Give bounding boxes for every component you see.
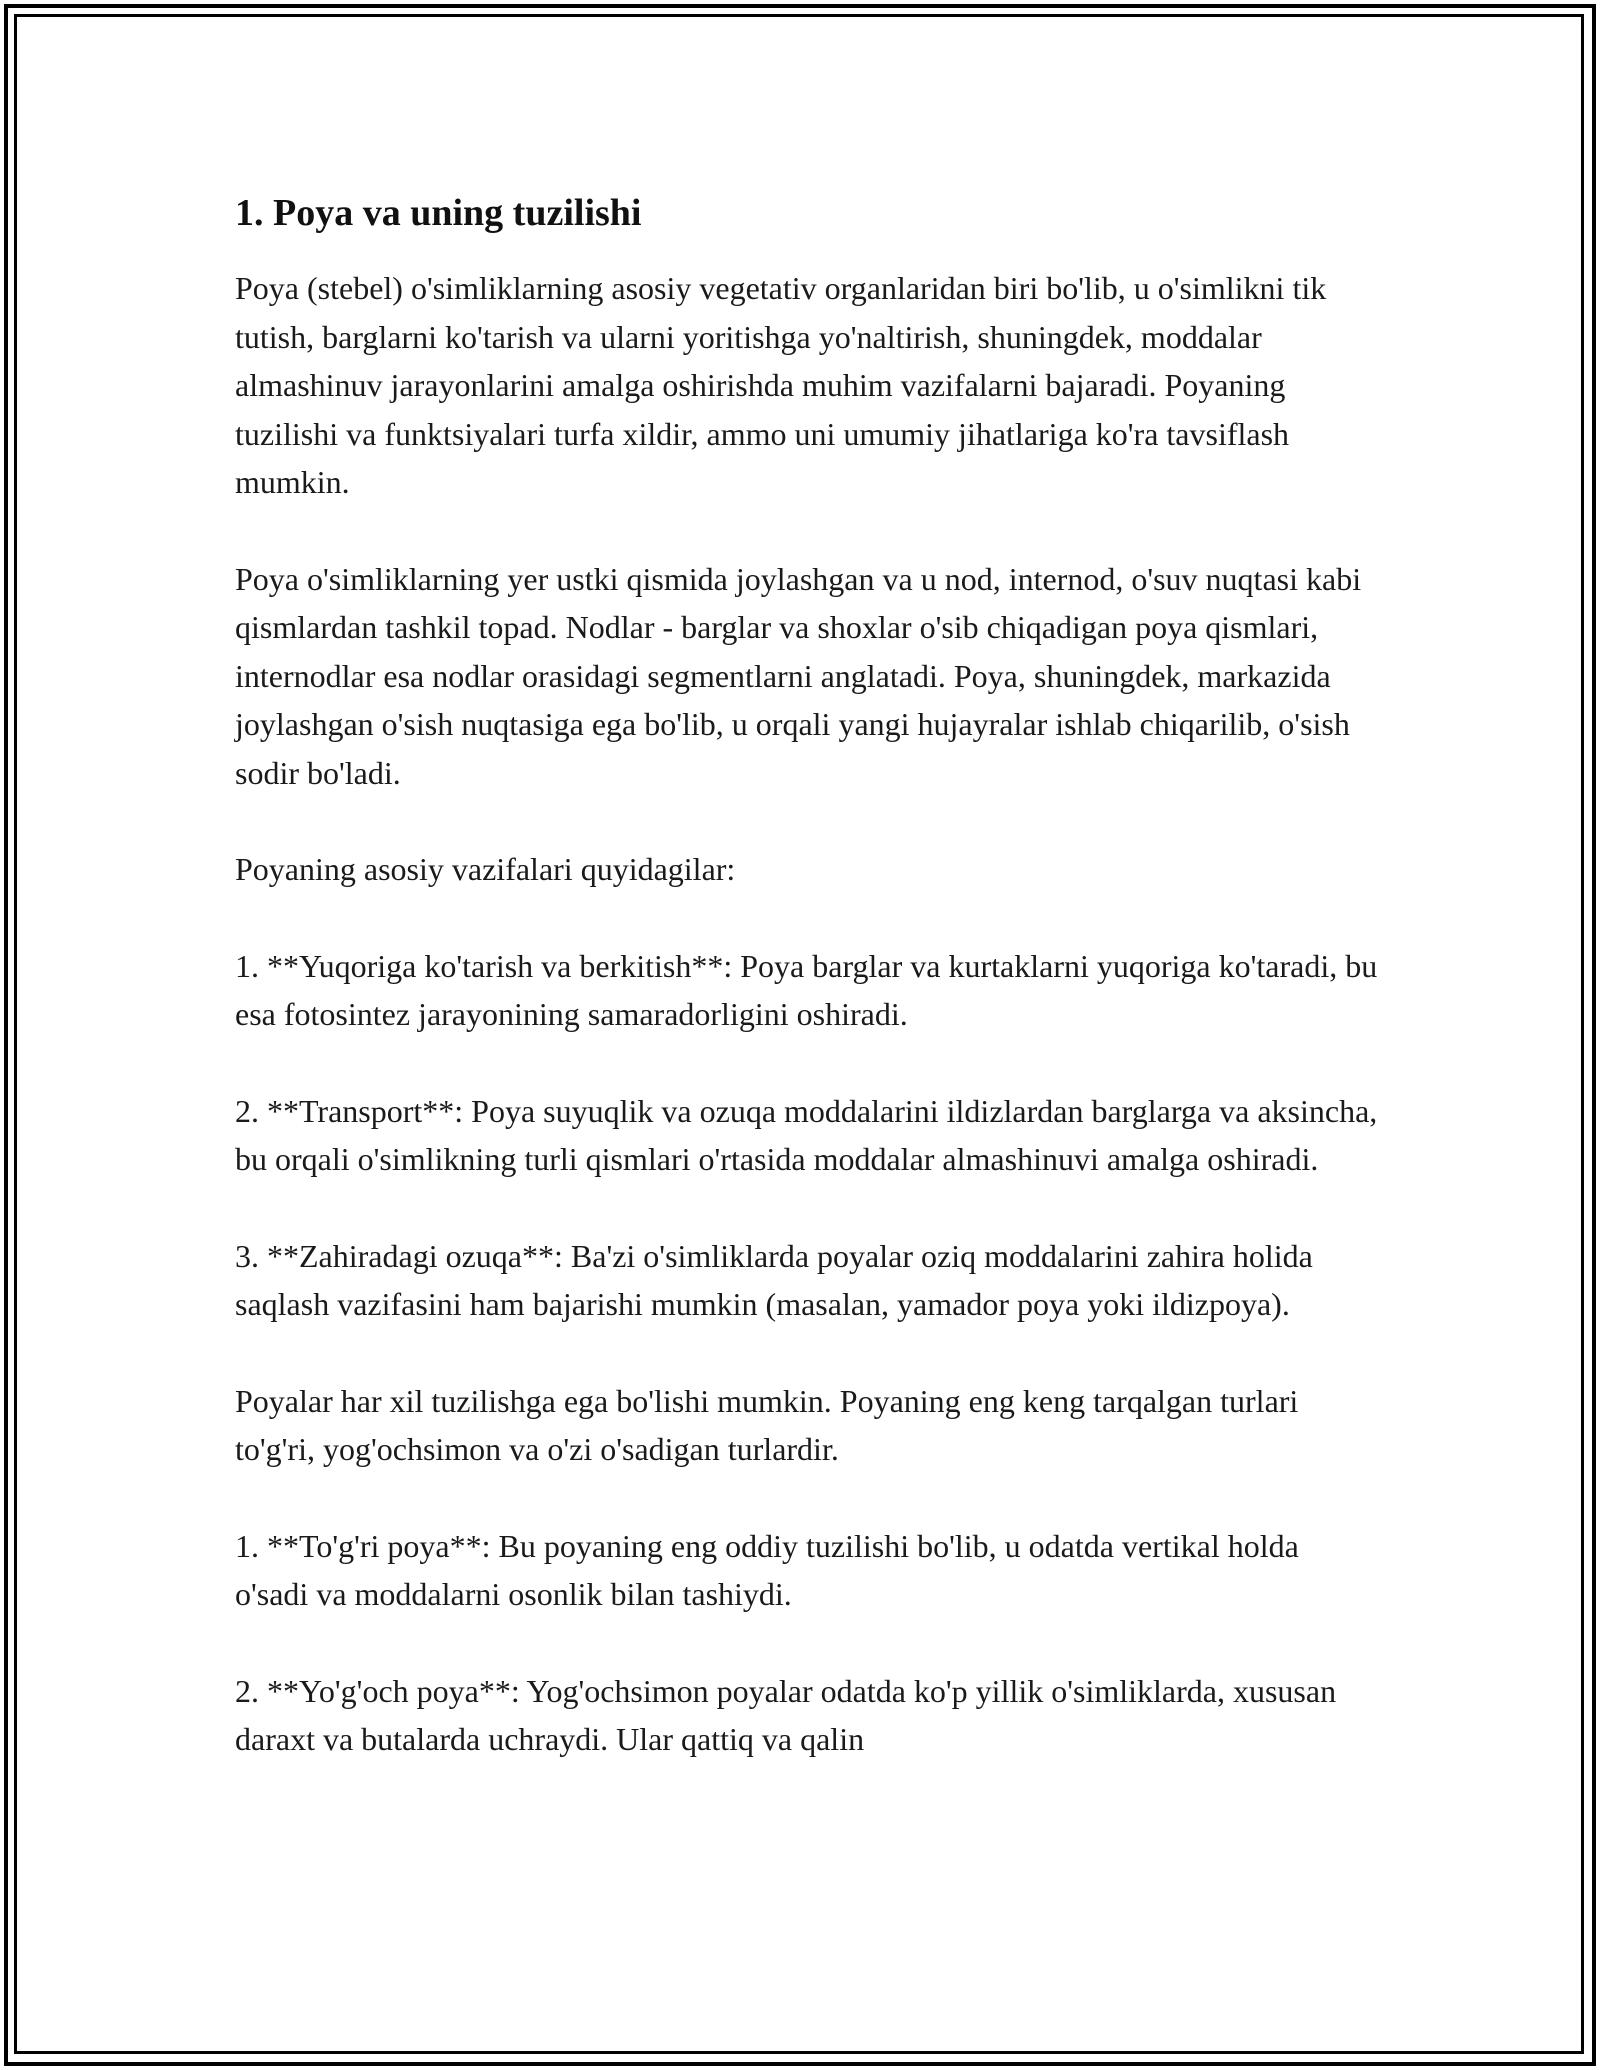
paragraph-intro: Poya (stebel) o'simliklarning asosiy vegetativ organlaridan biri bo'lib, u o'simlikni tik tutish, barglarni ko'tarish va ularni yoritishga yo'naltirish, shuningdek, moddalar almashinuv jarayonlarini amalga oshirishda muhim vazifalarni bajaradi. Poyaning tuzilishi va funktsiyalari turfa xildir, ammo uni umumiy jihatlariga ko'ra tavsiflash mumkin.	[235, 270, 1327, 500]
paragraph-functions-intro: Poyaning asosiy vazifalari quyidagilar:	[235, 851, 736, 887]
paragraph-stem-types: Poyalar har xil tuzilishga ega bo'lishi mumkin. Poyaning eng keng tarqalgan turlari to'g'ri, yog'ochsimon va o'zi o'sadigan turlardir.	[235, 1382, 1299, 1467]
list-item-type-2: 2. **Yo'g'och poya**: Yog'ochsimon poyalar odatda ko'p yillik o'simliklarda, xususan daraxt va butalarda uchraydi. Ular qattiq va qalin	[235, 1672, 1337, 1757]
list-item-function-3: 3. **Zahiradagi ozuqa**: Ba'zi o'simliklarda poyalar oziq moddalarini zahira holida saqlash vazifasini ham bajarishi mumkin (masalan, yamador poya yoki ildizpoya).	[235, 1237, 1313, 1322]
document-body	[235, 188, 1380, 1764]
list-item-function-1: 1. **Yuqoriga ko'tarish va berkitish**: Poya barglar va kurtaklarni yuqoriga ko'taradi, bu esa fotosintez jarayonining samaradorligini oshiradi.	[235, 947, 1378, 1032]
list-item-function-2: 2. **Transport**: Poya suyuqlik va ozuqa moddalarini ildizlardan barglarga va aksincha, bu orqali o'simlikning turli qismlari o'rtasida moddalar almashinuvi amalga oshiradi.	[235, 1092, 1378, 1177]
section-title: 1. Poya va uning tuzilishi	[235, 192, 642, 234]
list-item-type-1: 1. **To'g'ri poya**: Bu poyaning eng oddiy tuzilishi bo'lib, u odatda vertikal holda o'sadi va moddalarni osonlik bilan tashiydi.	[235, 1527, 1299, 1612]
paragraph-structure: Poya o'simliklarning yer ustki qismida joylashgan va u nod, internod, o'suv nuqtasi kabi qismlardan tashkil topad. Nodlar - barglar va shoxlar o'sib chiqadigan poya qismlari, internodlar esa nodlar orasidagi segmentlarni anglatadi. Poya, shuningdek, markazida joylashgan o'sish nuqtasiga ega bo'lib, u orqali yangi hujayralar ishlab chiqarilib, o'sish sodir bo'ladi.	[235, 560, 1362, 791]
